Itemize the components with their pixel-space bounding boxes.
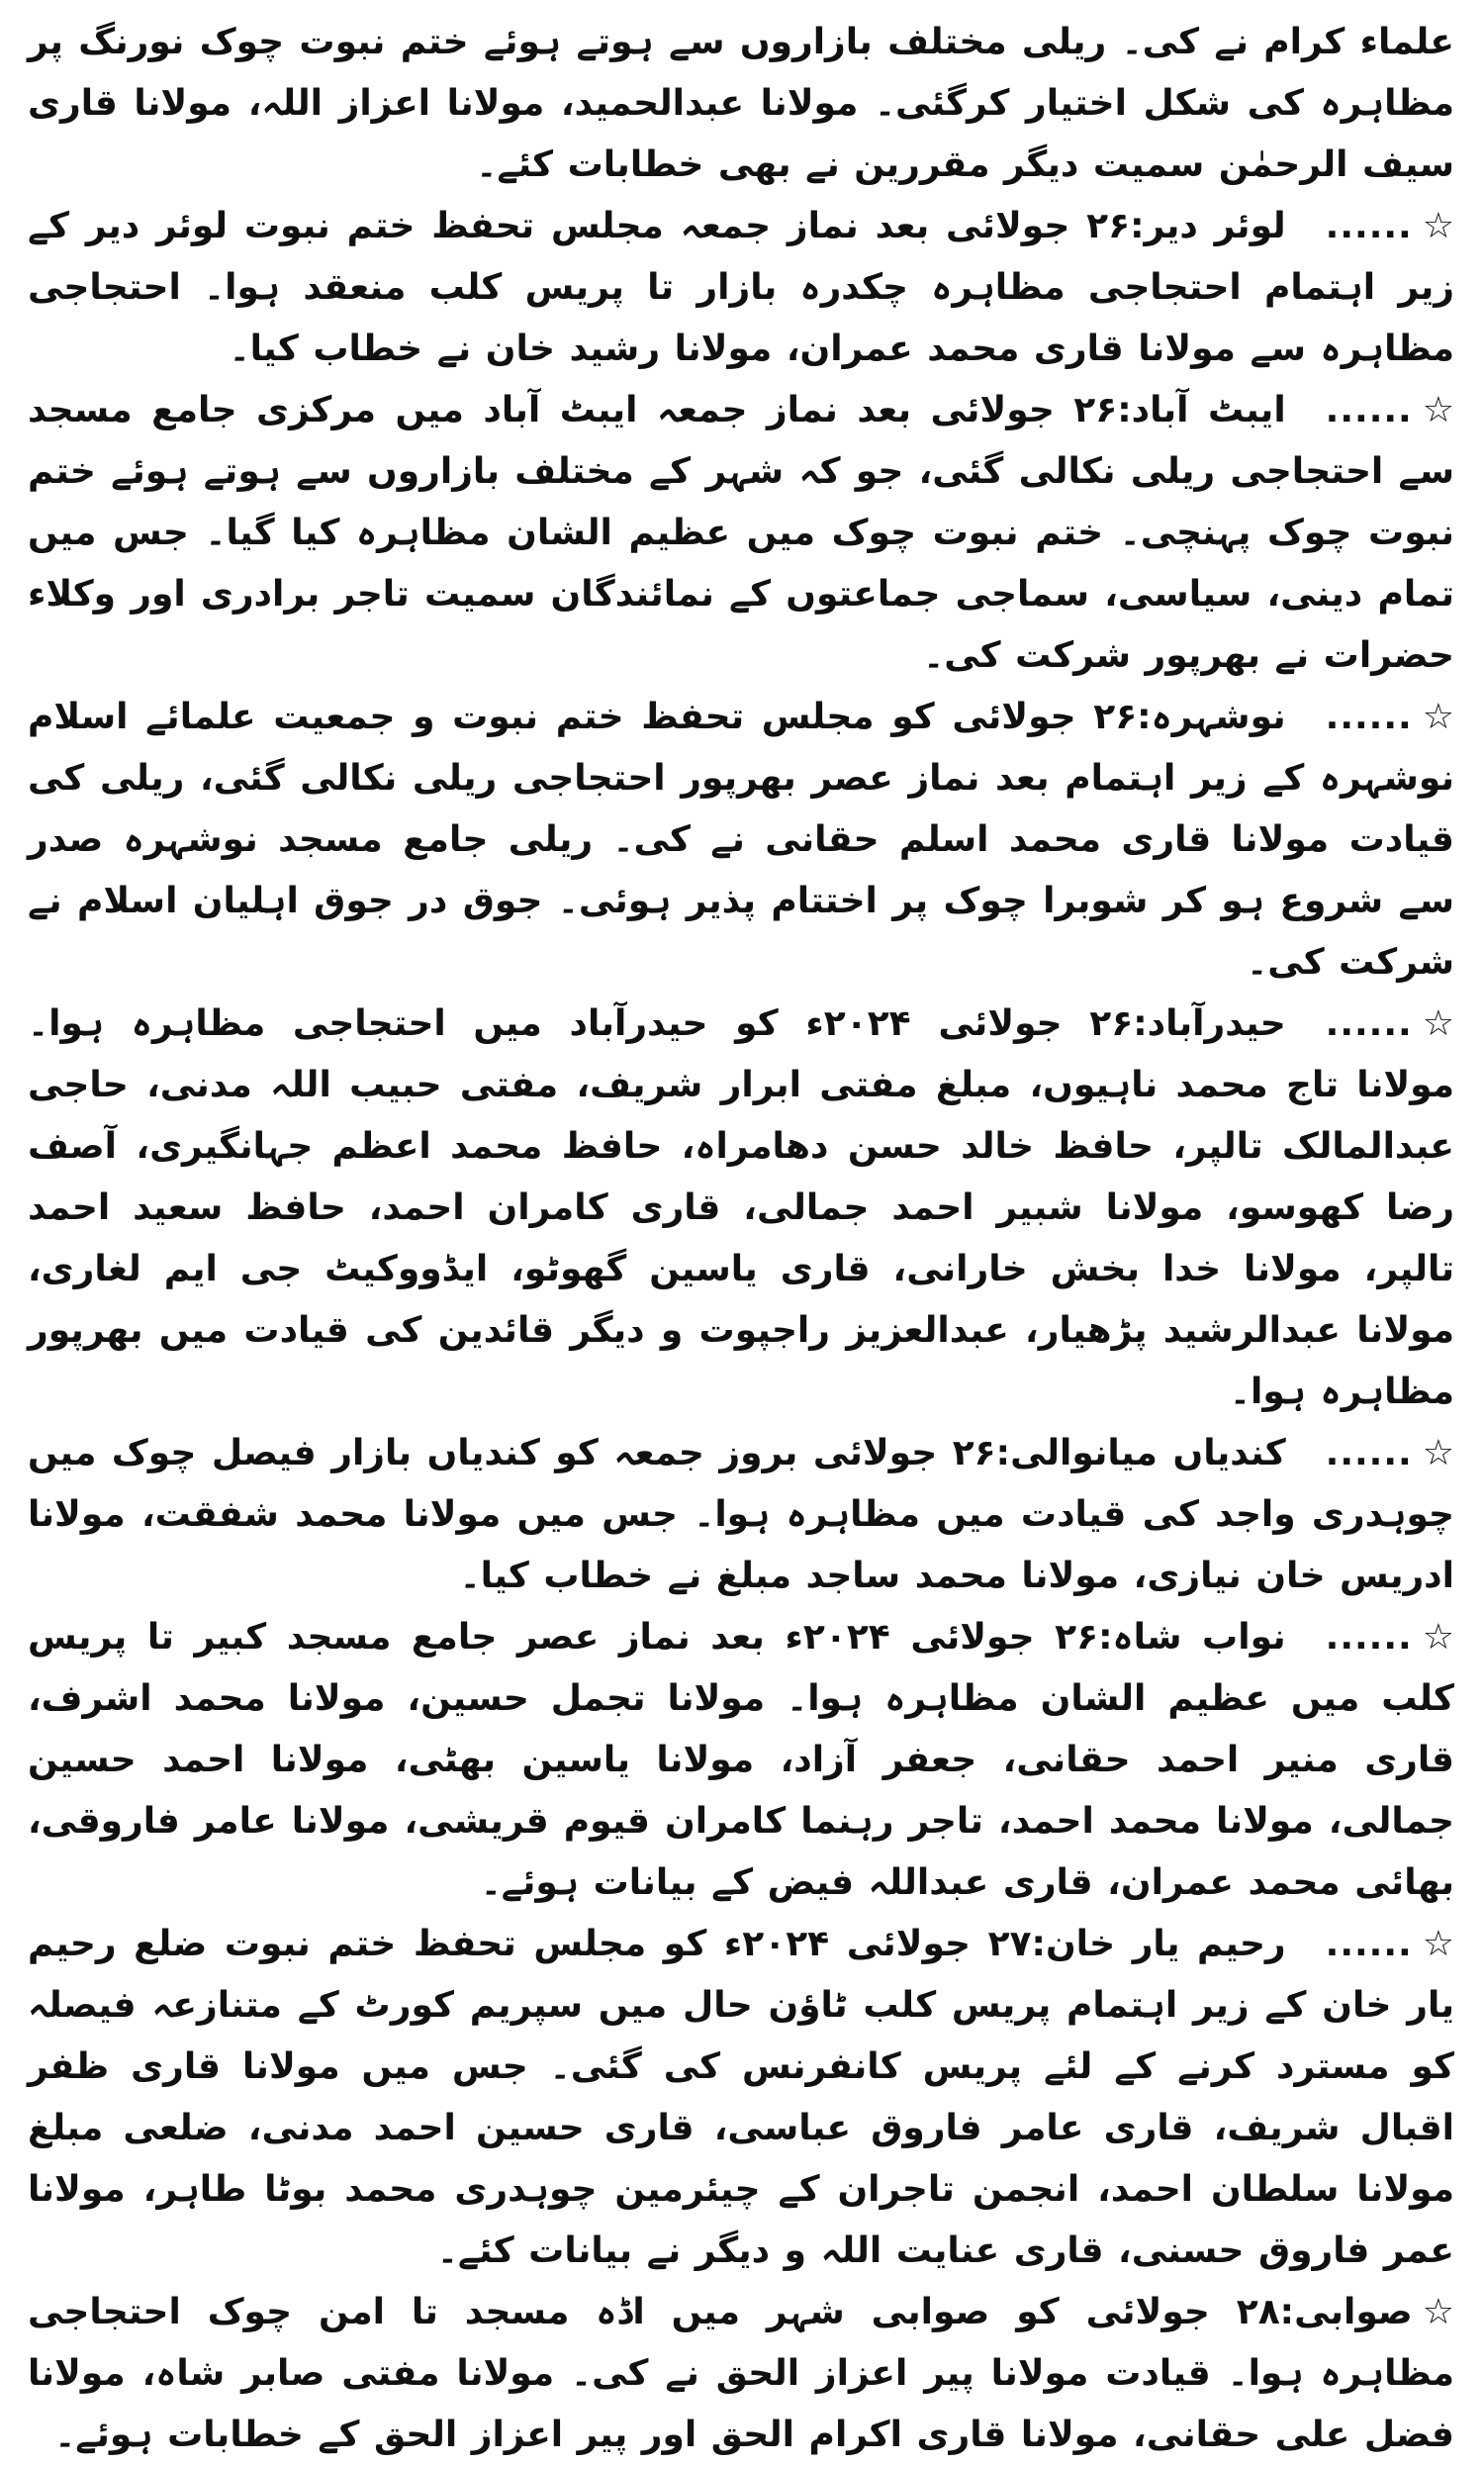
place-name: رحیم یار خان	[1045, 1924, 1286, 1964]
news-item-lower-dir	[28, 196, 1454, 380]
ellipsis-leader: ......	[1325, 206, 1413, 246]
star-icon: ☆	[1422, 1617, 1454, 1658]
place-name: نواب شاہ	[1112, 1617, 1286, 1658]
news-item-nowshera	[28, 687, 1454, 994]
star-icon: ☆	[1422, 2292, 1454, 2332]
paragraph-text: :۲۶ جولائی ۲۰۲۴ء بعد نماز عصر جامع مسجد کبیر تا پریس کلب میں عظیم الشان مظاہرہ ہوا۔ مولانا تجمل حسین، مولانا محمد اشرف، قاری منیر احمد حقانی، جعفر آزاد، مولانا یاسین بھٹی، مولانا احمد حسین جمالی، مولانا محمد احمد، تاجر رہنما کامران قیوم قریشی، مولانا عامر فاروقی، بھائی محمد عمران، قاری عبداللہ فیض کے بیانات ہوئے۔	[28, 1617, 1454, 1903]
news-item-rahim-yar-khan	[28, 1914, 1454, 2282]
star-icon: ☆	[1422, 390, 1455, 430]
paragraph-text: علماء کرام نے کی۔ ریلی مختلف بازاروں سے ہوتے ہوئے ختم نبوت چوک نورنگ پر مظاہرہ کی شکل اختیار کرگئی۔ مولانا عبدالحمید، مولانا اعزاز اللہ، مولانا قاری سیف الرحمٰن سمیت دیگر مقررین نے بھی خطابات کئے۔	[28, 22, 1454, 185]
place-name: نوشہرہ	[1151, 697, 1286, 737]
news-item-abbottabad	[28, 380, 1454, 687]
news-item-hyderabad	[28, 994, 1454, 1423]
paragraph-text: :۲۸ جولائی کو صوابی شہر میں اڈہ مسجد تا امن چوک احتجاجی مظاہرہ ہوا۔ قیادت مولانا پیر اعزاز الحق نے کی۔ مولانا مفتی صابر شاہ، مولانا فضل علی حقانی، مولانا قاری اکرام الحق اور پیر اعزاز الحق کے خطابات ہوئے۔	[28, 2292, 1454, 2455]
ellipsis-leader: ......	[1325, 1003, 1413, 1044]
place-name: صوابی	[1294, 2292, 1413, 2332]
star-icon: ☆	[1422, 1433, 1454, 1473]
news-item-swabi	[28, 2282, 1454, 2466]
paragraph-text: :۲۶ جولائی بعد نماز جمعہ ایبٹ آباد میں مرکزی جامع مسجد سے احتجاجی ریلی نکالی گئی، جو کہ شہر کے مختلف بازاروں سے ہوتے ہوئے ختم نبوت چوک پہنچی۔ ختم نبوت چوک میں عظیم الشان مظاہرہ کیا گیا۔ جس میں تمام دینی، سیاسی، سماجی جماعتوں کے نمائندگان سمیت تاجر برادری اور وکلاء حضرات نے بھرپور شرکت کی۔	[28, 390, 1454, 676]
place-name: حیدرآباد	[1147, 1003, 1286, 1044]
star-icon: ☆	[1422, 697, 1454, 737]
ellipsis-leader: ......	[1325, 1433, 1413, 1473]
ellipsis-leader: ......	[1325, 1617, 1413, 1658]
document-page	[28, 12, 1455, 2455]
paragraph-text: :۲۶ جولائی بروز جمعہ کو کندیاں بازار فیصل چوک میں چوہدری واجد کی قیادت میں مظاہرہ ہوا۔ جس میں مولانا محمد شفقت، مولانا ادریس خان نیازی، مولانا محمد ساجد مبلغ نے خطاب کیا۔	[28, 1433, 1454, 1596]
star-icon: ☆	[1422, 1003, 1454, 1044]
place-name: کندیاں میانوالی	[1010, 1433, 1286, 1473]
ellipsis-leader: ......	[1325, 1924, 1413, 1964]
paragraph-text: :۲۶ جولائی ۲۰۲۴ء کو حیدرآباد میں احتجاجی مظاہرہ ہوا۔ مولانا تاج محمد ناہیوں، مبلغ مفتی ابرار شریف، مفتی حبیب اللہ مدنی، حاجی عبدالمالک تالپر، حافظ خالد حسن دھامراہ، حافظ محمد اعظم جہانگیری، آصف رضا کھوسو، مولانا شبیر احمد جمالی، قاری کامران احمد، حافظ سعید احمد تالپر، مولانا خدا بخش خارانی، قاری یاسین گھوٹو، ایڈووکیٹ جی ایم لغاری، مولانا عبدالرشید پڑھیار، عبدالعزیز راجپوت و دیگر قائدین کی قیادت میں بھرپور مظاہرہ ہوا۔	[28, 1003, 1454, 1412]
ellipsis-leader: ......	[1325, 390, 1413, 430]
paragraph-continuation	[28, 12, 1454, 196]
star-icon: ☆	[1422, 1924, 1454, 1964]
paragraph-text: :۲۶ جولائی کو مجلس تحفظ ختم نبوت و جمعیت علمائے اسلام نوشہرہ کے زیر اہتمام بعد نماز عصر بھرپور احتجاجی ریلی نکالی گئی، ریلی کی قیادت مولانا قاری محمد اسلم حقانی نے کی۔ ریلی جامع مسجد نوشہرہ صدر سے شروع ہو کر شوبرا چوک پر اختتام پذیر ہوئی۔ جوق در جوق اہلیان اسلام نے شرکت کی۔	[28, 697, 1454, 983]
paragraph-text: :۲۷ جولائی ۲۰۲۴ء کو مجلس تحفظ ختم نبوت ضلع رحیم یار خان کے زیر اہتمام پریس کلب ٹاؤن حال میں سپریم کورٹ کے متنازعہ فیصلہ کو مسترد کرنے کے لئے پریس کانفرنس کی گئی۔ جس میں مولانا قاری ظفر اقبال شریف، قاری عامر فاروق عباسی، قاری حسین احمد مدنی، ضلعی مبلغ مولانا سلطان احمد، انجمن تاجران کے چیئرمین چوہدری محمد بوٹا طاہر، مولانا عمر فاروق حسنی، قاری عنایت اللہ و دیگر نے بیانات کئے۔	[28, 1924, 1454, 2271]
paragraph-text: :۲۶ جولائی بعد نماز جمعہ مجلس تحفظ ختم نبوت لوئر دیر کے زیر اہتمام احتجاجی مظاہرہ چکدرہ بازار تا پریس کلب منعقد ہوا۔ احتجاجی مظاہرہ سے مولانا قاری محمد عمران، مولانا رشید خان نے خطاب کیا۔	[28, 206, 1454, 369]
ellipsis-leader: ......	[1325, 697, 1413, 737]
place-name: ایبٹ آباد	[1131, 390, 1286, 430]
news-item-nawabshah	[28, 1607, 1454, 1914]
place-name: لوئر دیر	[1144, 206, 1286, 246]
news-item-kundian-mianwali	[28, 1423, 1454, 1607]
star-icon: ☆	[1422, 206, 1455, 246]
